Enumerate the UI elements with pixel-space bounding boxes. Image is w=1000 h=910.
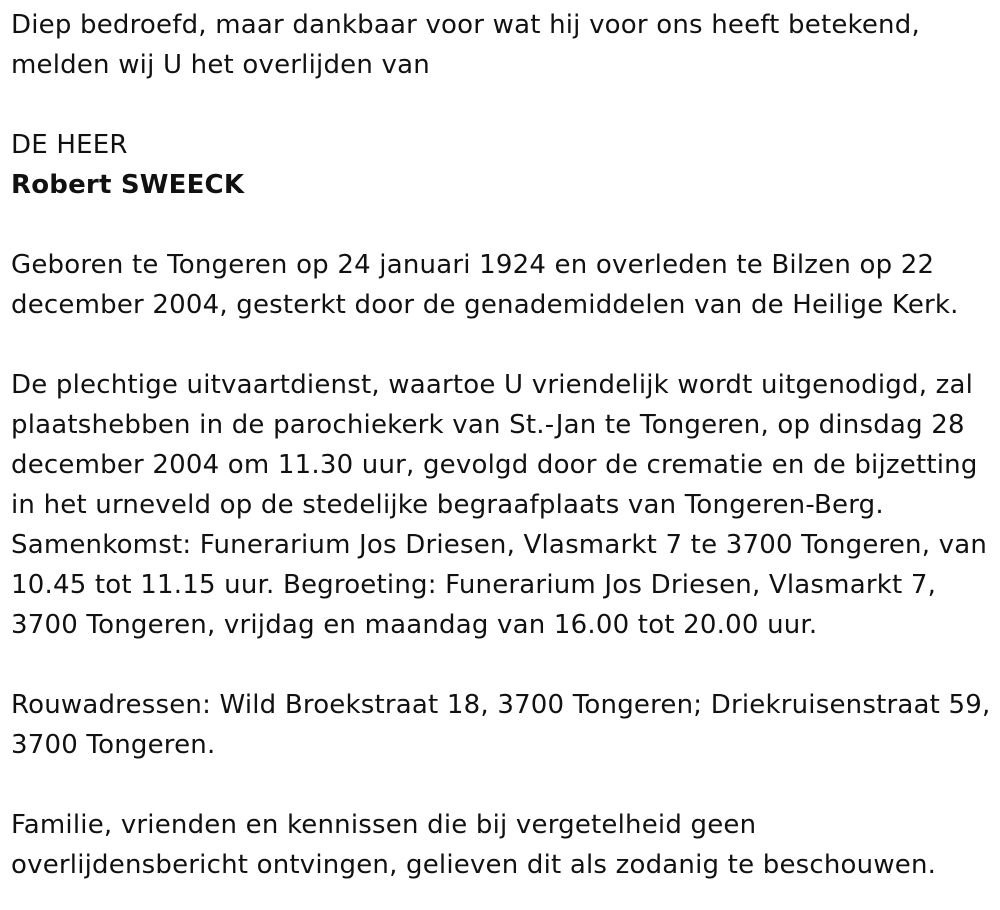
spacer (11, 645, 996, 685)
birth-death-paragraph (11, 245, 996, 325)
obituary-notice (11, 5, 996, 885)
funeral-line: plaatshebben in de parochiekerk van St.-Jan te Tongeren, op dinsdag 28 (11, 410, 965, 440)
spacer (11, 85, 996, 125)
deceased-name: Robert SWEECK (11, 170, 245, 200)
funeral-line: 10.45 tot 11.15 uur. Begroeting: Funerarium Jos Driesen, Vlasmarkt 7, (11, 570, 937, 600)
closing-line: overlijdensbericht ontvingen, gelieven dit als zodanig te beschouwen. (11, 850, 937, 880)
spacer (11, 325, 996, 365)
intro-line: melden wij U het overlijden van (11, 50, 430, 80)
funeral-line: De plechtige uitvaartdienst, waartoe U vriendelijk wordt uitgenodigd, zal (11, 370, 974, 400)
intro-paragraph (11, 5, 996, 85)
closing-line: Familie, vrienden en kennissen die bij vergetelheid geen (11, 810, 757, 840)
address-line: 3700 Tongeren. (11, 730, 216, 760)
intro-line: Diep bedroefd, maar dankbaar voor wat hij voor ons heeft betekend, (11, 10, 920, 40)
funeral-line: 3700 Tongeren, vrijdag en maandag van 16.00 tot 20.00 uur. (11, 610, 818, 640)
closing-paragraph (11, 805, 996, 885)
funeral-paragraph (11, 365, 996, 645)
funeral-line: in het urneveld op de stedelijke begraafplaats van Tongeren-Berg. (11, 490, 884, 520)
addresses-paragraph (11, 685, 996, 765)
spacer (11, 205, 996, 245)
honorific-title: DE HEER (11, 130, 128, 160)
birth-death-line: Geboren te Tongeren op 24 januari 1924 en overleden te Bilzen op 22 (11, 250, 935, 280)
address-line: Rouwadressen: Wild Broekstraat 18, 3700 Tongeren; Driekruisenstraat 59, (11, 690, 991, 720)
funeral-line: Samenkomst: Funerarium Jos Driesen, Vlasmarkt 7 te 3700 Tongeren, van (11, 530, 988, 560)
deceased-heading (11, 125, 996, 205)
funeral-line: december 2004 om 11.30 uur, gevolgd door de crematie en de bijzetting (11, 450, 978, 480)
spacer (11, 765, 996, 805)
birth-death-line: december 2004, gesterkt door de genademiddelen van de Heilige Kerk. (11, 290, 959, 320)
